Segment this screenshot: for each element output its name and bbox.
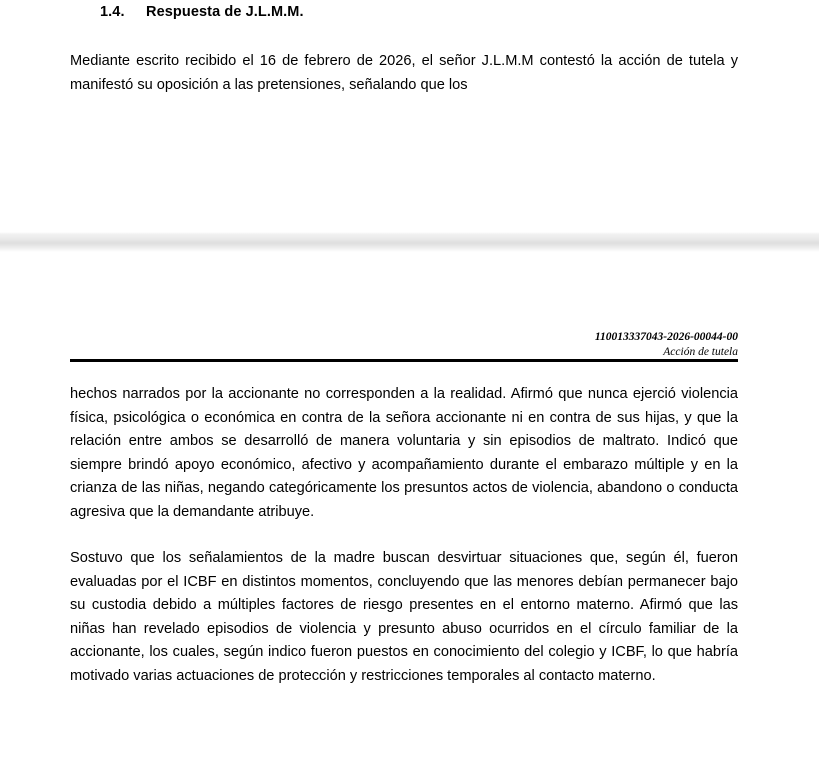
body-text [70,383,738,688]
section-heading-number: 1.4. [100,4,125,20]
page-fragment-bottom [0,252,819,773]
body-paragraph: hechos narrados por la accionante no corresponden a la realidad. Afirmó que nunca ejerció violencia física, psicológica o económica en contra de la señora accionante ni en contra de sus hijas, y que la relación entre ambos se desarrolló de manera voluntaria y sin episodios de maltrato. Indicó que siempre brindó apoyo económico, afectivo y acompañamiento durante el embarazo múltiple y en la crianza de las niñas, negando categóricamente los presuntos actos de violencia, abandono o conducta agresiva que la demandante atribuye. [70,386,738,520]
intro-paragraph: Mediante escrito recibido el 16 de febrero de 2026, el señor J.L.M.M contestó la acción de tutela y manifestó su oposición a las pretensiones, señalando que los [70,53,738,93]
page-break-separator [0,232,819,252]
section-heading-title: Respuesta de J.L.M.M. [146,4,304,20]
running-header [70,330,738,359]
body-paragraph: Sostuvo que los señalamientos de la madre buscan desvirtuar situaciones que, según él, fueron evaluadas por el ICBF en distintos momentos, concluyendo que las menores debían permanecer bajo su custodia debido a múltiples factores de riesgo presentes en el entorno materno. Afirmó que las niñas han revelado episodios de violencia y presunto abuso ocurridos en el círculo familiar de la accionante, los cuales, según indico fueron puestos en conocimiento del colegio y ICBF, lo que habría motivado varias actuaciones de protección y restricciones temporales al contacto materno. [70,550,738,684]
section-heading [100,4,304,20]
running-header-case-type: Acción de tutela [663,345,738,358]
running-header-case-number: 110013337043-2026-00044-00 [594,331,738,343]
page-fragment-top [0,0,819,232]
header-divider [70,359,738,362]
